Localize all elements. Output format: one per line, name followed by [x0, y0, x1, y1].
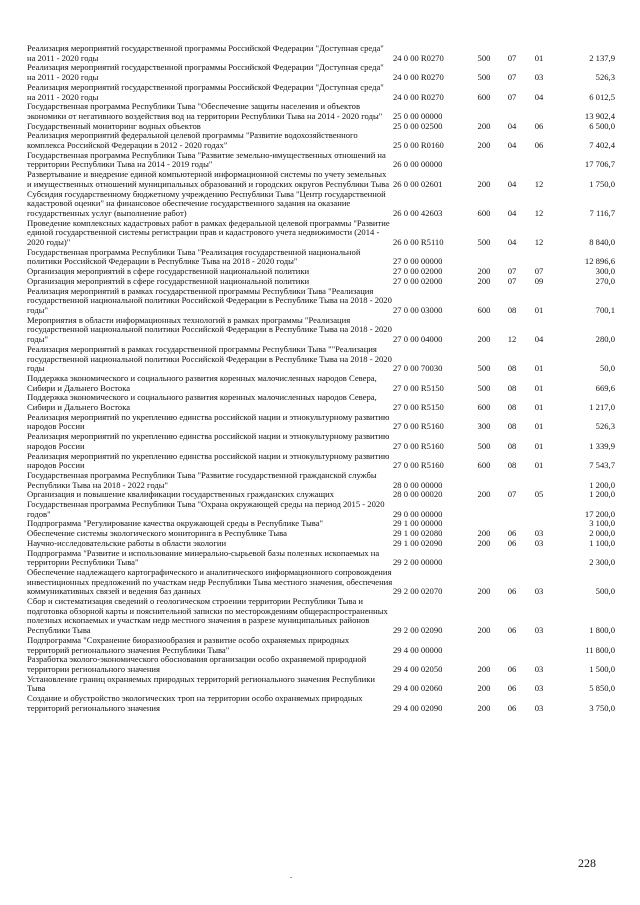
row-amount-cell: 50,0 — [599, 363, 615, 374]
row-expense-type-cell — [469, 151, 499, 170]
row-name-cell: Научно-исследовательские работы в области экологии — [27, 537, 227, 548]
row-expense-type-cell — [469, 549, 499, 568]
row-subsection-cell: 03 — [534, 528, 544, 539]
table-row — [27, 694, 615, 713]
row-name-cell: Реализация мероприятий государственной программы Российской Федерации "Доступная среда" на 2011 - 2020 годы — [27, 81, 384, 102]
row-subsection-cell: 01 — [534, 304, 544, 315]
row-subsection-cell: 01 — [534, 421, 544, 432]
row-expense-type-cell: 500 — [477, 382, 491, 393]
row-amount-cell: 500,0 — [595, 586, 615, 597]
row-amount-cell: 7 543,7 — [589, 460, 615, 471]
row-section-cell: 06 — [507, 702, 517, 713]
row-name-cell: Создание и обустройство экологических троп на территории особо охраняемых природных территорий регионального значения — [27, 693, 363, 713]
table-row — [27, 131, 615, 150]
row-section-cell: 07 — [507, 72, 517, 83]
row-expense-type-cell: 200 — [477, 140, 491, 151]
row-name-cell: Реализация мероприятий в рамках государственной программы Республики Тыва ""Реализация государственной национальной политики Российской Федерации в Республике Тыва на 2018 - 2020 годы — [27, 343, 392, 374]
row-section-cell: 08 — [507, 363, 517, 374]
row-section-cell: 04 — [507, 140, 517, 151]
row-expense-type-cell: 200 — [477, 683, 491, 694]
row-amount-cell: 700,1 — [595, 304, 615, 315]
row-section-cell — [499, 248, 525, 267]
row-expense-type-cell: 600 — [477, 304, 491, 315]
row-code-cell: 29 0 00 00000 — [393, 508, 443, 519]
table-row — [27, 597, 615, 636]
row-code-cell: 25 0 00 02500 — [393, 120, 443, 131]
row-subsection-cell: 12 — [534, 207, 544, 218]
row-name-cell: Проведение комплексных кадастровых работ в рамках федеральной целевой программы "Развитие единой государственной системы регистрации прав и кадастрового учета недвижимости (2014 - 2020 годы)" — [27, 217, 390, 248]
row-section-cell: 04 — [507, 120, 517, 131]
scan-speck — [290, 877, 292, 878]
row-code-cell: 24 0 00 R0270 — [393, 91, 444, 102]
row-expense-type-cell: 200 — [477, 266, 491, 277]
row-subsection-cell: 03 — [534, 702, 544, 713]
row-amount-cell: 526,3 — [595, 72, 615, 83]
row-code-cell: 26 0 00 00000 — [393, 159, 443, 170]
row-name-cell: Реализация мероприятий федеральной целевой программы "Развитие водохозяйственного комплекса Российской Федерации в 2012 - 2020 годах" — [27, 130, 358, 151]
row-code-cell: 27 0 00 R5150 — [393, 382, 444, 393]
page-number: 228 — [578, 856, 596, 870]
row-section-cell — [499, 500, 525, 519]
row-name-cell: Реализация мероприятий в рамках государственной программы Республики Тыва "Реализация государственной национальной политики Российской Федерации в Республике Тыва на 2018 - 2020 годы" — [27, 285, 392, 315]
table-row — [27, 675, 615, 694]
row-subsection-cell: 03 — [534, 683, 544, 694]
row-name-cell: Государственная программа Республики Тыва "Реализация государственной национальной политики Российской Федерации в Республике Тыва на 2018 - 2020 годы" — [27, 246, 361, 267]
row-subsection-cell: 12 — [534, 178, 544, 189]
row-section-cell: 08 — [507, 382, 517, 393]
row-name-cell: Обеспечение системы экологического мониторинга в Республике Тыва — [27, 528, 287, 539]
row-expense-type-cell: 500 — [477, 72, 491, 83]
row-subsection-cell — [525, 248, 553, 267]
table-row — [27, 151, 615, 170]
row-name-cell: Подпрограмма "Развитие и использование минерально-сырьевой базы полезных ископаемых на территории Республики Тыва" — [27, 547, 380, 568]
row-code-cell: 26 0 00 42603 — [393, 207, 443, 218]
table-row — [27, 549, 615, 568]
table-row — [27, 83, 615, 102]
row-amount-cell: 12 896,6 — [584, 256, 615, 267]
table-row — [27, 63, 615, 82]
row-section-cell: 07 — [507, 489, 517, 500]
row-subsection-cell: 09 — [534, 275, 544, 286]
row-name-cell: Сбор и систематизация сведений о геологическом строении территории Республики Тыва и подготовка обзорной карты и пояснительной записки по месторождениям общераспространенных полезных ископаемых и участкам недр местного значения в разрезе муниципальных районов Республики Тыва — [27, 596, 388, 636]
row-section-cell — [499, 471, 525, 490]
row-code-cell: 27 0 00 02000 — [393, 275, 443, 286]
row-section-cell: 06 — [507, 683, 517, 694]
row-expense-type-cell: 200 — [477, 528, 491, 539]
row-code-cell: 29 2 00 02070 — [393, 586, 443, 597]
row-expense-type-cell: 200 — [477, 537, 491, 548]
row-code-cell: 27 0 00 00000 — [393, 256, 443, 267]
row-section-cell: 04 — [507, 237, 517, 248]
row-amount-cell: 2 000,0 — [589, 528, 615, 539]
row-name-cell: Подпрограмма "Регулирование качества окружающей среды в Республике Тыва" — [27, 518, 324, 529]
row-name-cell: Реализация мероприятий по укреплению единства российской нации и этнокультурному развитию народов России — [27, 411, 390, 432]
row-subsection-cell: 07 — [534, 266, 544, 277]
row-subsection-cell — [525, 471, 553, 490]
row-subsection-cell — [525, 549, 553, 568]
row-section-cell: 07 — [507, 52, 517, 63]
row-code-cell: 29 4 00 00000 — [393, 644, 443, 655]
row-amount-cell: 3 100,0 — [589, 518, 615, 529]
row-code-cell: 27 0 00 R5160 — [393, 460, 444, 471]
table-row — [27, 452, 615, 471]
row-code-cell: 26 0 00 R5110 — [393, 237, 444, 248]
row-subsection-cell — [525, 102, 553, 121]
row-subsection-cell: 03 — [534, 625, 544, 636]
row-name-cell: Реализация мероприятий по укреплению единства российской нации и этнокультурному развитию народов России — [27, 450, 390, 471]
row-section-cell: 07 — [507, 91, 517, 102]
row-amount-cell: 13 902,4 — [584, 110, 615, 121]
row-amount-cell: 2 137,9 — [589, 52, 615, 63]
row-expense-type-cell: 600 — [477, 402, 491, 413]
row-name-cell: Государственный мониторинг водных объектов — [27, 120, 201, 131]
row-name-cell: Мероприятия в области информационных технологий в рамках программы "Реализация государственной национальной политики Российской Федерации в Республике Тыва на 2018 - 2020 годы" — [27, 314, 392, 345]
budget-table — [27, 44, 615, 714]
row-name-cell: Развертывание и внедрение единой компьютерной информационной системы по учету земельных и имущественных отношений муниципальных образований и городских округов Республики Тыва — [27, 169, 390, 189]
row-amount-cell: 6 012,5 — [589, 91, 615, 102]
row-name-cell: Установление границ охраняемых природных территорий регионального значения Республики Тыва — [27, 673, 376, 694]
row-amount-cell: 17 200,0 — [584, 508, 615, 519]
row-expense-type-cell: 200 — [477, 334, 491, 345]
row-subsection-cell: 01 — [534, 382, 544, 393]
row-section-cell: 06 — [507, 664, 517, 674]
row-amount-cell: 1 200,0 — [589, 479, 615, 490]
table-row — [27, 219, 615, 248]
row-amount-cell: 2 300,0 — [589, 557, 615, 568]
row-section-cell: 08 — [507, 440, 517, 451]
row-name-cell: Организация и повышение квалификации государственных гражданских служащих — [27, 489, 334, 500]
table-row — [27, 316, 615, 345]
row-code-cell: 24 0 00 R0270 — [393, 52, 444, 63]
table-row — [27, 102, 615, 121]
row-code-cell: 26 0 00 02601 — [393, 178, 443, 189]
row-amount-cell: 7 402,4 — [589, 140, 615, 151]
row-amount-cell: 669,6 — [595, 382, 615, 393]
row-expense-type-cell: 200 — [477, 275, 491, 286]
row-expense-type-cell — [469, 102, 499, 121]
row-name-cell: Государственная программа Республики Тыва "Развитие государственной гражданской службы Республики Тыва на 2018 - 2022 годы" — [27, 469, 377, 490]
row-expense-type-cell: 200 — [477, 702, 491, 713]
row-section-cell: 07 — [507, 275, 517, 286]
row-section-cell: 12 — [507, 334, 517, 345]
row-name-cell: Поддержка экономического и социального развития коренных малочисленных народов Севера, Сибири и Дальнего Востока — [27, 372, 377, 393]
row-code-cell: 25 0 00 00000 — [393, 110, 443, 121]
row-expense-type-cell: 500 — [477, 440, 491, 451]
row-name-cell: Организация мероприятий в сфере государственной национальной политики — [27, 275, 310, 286]
row-amount-cell: 1 800,0 — [589, 625, 615, 636]
row-subsection-cell — [525, 500, 553, 519]
row-section-cell: 04 — [507, 178, 517, 189]
row-expense-type-cell: 200 — [477, 178, 491, 189]
row-code-cell: 29 4 00 02060 — [393, 683, 443, 694]
row-code-cell: 27 0 00 R5160 — [393, 421, 444, 432]
row-name-cell: Поддержка экономического и социального развития коренных малочисленных народов Севера, Сибири и Дальнего Востока — [27, 392, 377, 413]
row-subsection-cell: 06 — [534, 120, 544, 131]
row-amount-cell: 300,0 — [595, 266, 615, 277]
row-code-cell: 28 0 00 00020 — [393, 489, 443, 500]
row-expense-type-cell — [469, 471, 499, 490]
row-section-cell — [499, 549, 525, 568]
row-amount-cell: 270,0 — [595, 275, 615, 286]
row-subsection-cell: 03 — [534, 586, 544, 597]
row-subsection-cell: 03 — [534, 72, 544, 83]
row-name-cell: Разработка эколого-экономического обоснования организации особо охраняемой природной территории регионального значения — [27, 654, 367, 674]
row-code-cell: 28 0 00 00000 — [393, 479, 443, 490]
row-name-cell: Государственная программа Республики Тыва "Обеспечение защиты населения и объектов экономики от негативного воздействия вод на территории Республики Тыва на 2014 - 2020 годы" — [27, 101, 383, 121]
row-subsection-cell: 03 — [534, 664, 544, 674]
row-expense-type-cell: 200 — [477, 586, 491, 597]
table-row — [27, 636, 615, 655]
row-expense-type-cell: 500 — [477, 363, 491, 374]
table-row — [27, 170, 615, 189]
row-code-cell: 29 1 00 00000 — [393, 518, 443, 529]
row-subsection-cell: 01 — [534, 440, 544, 451]
table-row — [27, 568, 615, 597]
row-section-cell: 08 — [507, 402, 517, 413]
row-amount-cell: 1 100,0 — [589, 537, 615, 548]
row-expense-type-cell — [469, 500, 499, 519]
row-code-cell: 29 1 00 02090 — [393, 537, 443, 548]
row-subsection-cell: 03 — [534, 537, 544, 548]
row-section-cell — [499, 151, 525, 170]
row-name-cell: Реализация мероприятий государственной программы Российской Федерации "Доступная среда" на 2011 - 2020 годы — [27, 43, 384, 63]
row-amount-cell: 1 217,0 — [589, 402, 615, 413]
row-subsection-cell: 06 — [534, 140, 544, 151]
table-row — [27, 471, 615, 490]
table-row — [27, 432, 615, 451]
row-subsection-cell: 01 — [534, 402, 544, 413]
row-expense-type-cell — [469, 636, 499, 655]
row-name-cell: Государственная программа Республики Тыва "Охрана окружающей среды на период 2015 - 2020 годов" — [27, 499, 385, 519]
table-row — [27, 374, 615, 393]
table-row — [27, 190, 615, 219]
row-expense-type-cell: 600 — [477, 91, 491, 102]
row-subsection-cell: 05 — [534, 489, 544, 500]
row-expense-type-cell: 200 — [477, 664, 491, 674]
row-amount-cell: 5 850,0 — [589, 683, 615, 694]
row-section-cell: 04 — [507, 207, 517, 218]
table-row — [27, 287, 615, 316]
row-expense-type-cell — [469, 248, 499, 267]
table-row — [27, 655, 615, 674]
row-expense-type-cell: 500 — [477, 52, 491, 63]
row-amount-cell: 11 800,0 — [585, 644, 615, 655]
row-code-cell: 24 0 00 R0270 — [393, 72, 444, 83]
row-code-cell: 29 2 00 00000 — [393, 557, 443, 568]
row-expense-type-cell: 500 — [477, 237, 491, 248]
row-code-cell: 25 0 00 R0160 — [393, 140, 444, 151]
row-code-cell: 27 0 00 04000 — [393, 334, 443, 345]
row-amount-cell: 17 706,7 — [584, 159, 615, 170]
row-expense-type-cell: 200 — [477, 489, 491, 500]
row-subsection-cell: 01 — [534, 363, 544, 374]
table-row — [27, 345, 615, 374]
row-code-cell: 29 4 00 02090 — [393, 702, 443, 713]
row-name-cell: Подпрограмма "Сохранение биоразнообразия и развитие особо охраняемых природных территорий регионального значения Республики Тыва" — [27, 634, 350, 655]
row-expense-type-cell: 300 — [477, 421, 491, 432]
row-subsection-cell: 04 — [534, 91, 544, 102]
row-section-cell — [499, 102, 525, 121]
table-row — [27, 44, 615, 63]
row-name-cell: Реализация мероприятий государственной программы Российской Федерации "Доступная среда" на 2011 - 2020 годы — [27, 62, 384, 83]
row-section-cell — [499, 636, 525, 655]
row-subsection-cell: 04 — [534, 334, 544, 345]
row-subsection-cell: 01 — [534, 460, 544, 471]
row-amount-cell: 3 750,0 — [589, 702, 615, 713]
budget-table-body — [27, 44, 615, 714]
row-code-cell: 27 0 00 02000 — [393, 266, 443, 277]
row-amount-cell: 1 500,0 — [589, 664, 615, 674]
table-row — [27, 248, 615, 267]
row-subsection-cell — [525, 636, 553, 655]
row-amount-cell: 8 840,0 — [589, 237, 615, 248]
row-section-cell: 06 — [507, 586, 517, 597]
row-section-cell: 06 — [507, 537, 517, 548]
row-code-cell: 27 0 00 R5150 — [393, 402, 444, 413]
row-expense-type-cell: 600 — [477, 460, 491, 471]
row-amount-cell: 1 339,9 — [589, 440, 615, 451]
row-section-cell: 06 — [507, 625, 517, 636]
row-amount-cell: 7 116,7 — [589, 207, 615, 218]
row-section-cell: 07 — [507, 266, 517, 277]
table-row — [27, 393, 615, 412]
row-code-cell: 27 0 00 R5160 — [393, 440, 444, 451]
table-row — [27, 413, 615, 432]
row-subsection-cell: 01 — [534, 52, 544, 63]
row-name-cell: Организация мероприятий в сфере государственной национальной политики — [27, 266, 310, 277]
row-amount-cell: 280,0 — [595, 334, 615, 345]
row-expense-type-cell: 200 — [477, 625, 491, 636]
row-subsection-cell — [525, 151, 553, 170]
row-section-cell: 08 — [507, 460, 517, 471]
row-name-cell: Реализация мероприятий по укреплению единства российской нации и этнокультурному развитию народов России — [27, 431, 390, 451]
row-section-cell: 08 — [507, 421, 517, 432]
row-amount-cell: 526,3 — [595, 421, 615, 432]
row-code-cell: 27 0 00 03000 — [393, 304, 443, 315]
row-expense-type-cell: 600 — [477, 207, 491, 218]
row-amount-cell: 1 750,0 — [589, 178, 615, 189]
row-code-cell: 29 2 00 02090 — [393, 625, 443, 636]
row-amount-cell: 1 200,0 — [589, 489, 615, 500]
row-subsection-cell: 12 — [534, 237, 544, 248]
row-amount-cell: 6 500,0 — [589, 120, 615, 131]
row-name-cell: Обеспечение надлежащего картографического и аналитического информационного сопровождения инвестиционных предложений по участкам недр Республики Тыва местного значения, обеспечения коммуникативных связей и ведения баз данных — [27, 566, 393, 597]
table-row — [27, 500, 615, 519]
row-code-cell: 27 0 00 70030 — [393, 363, 443, 374]
row-name-cell: Государственная программа Республики Тыва "Развитие земельно-имущественных отношений на территории Республики Тыва на 2014 - 2019 годы" — [27, 149, 386, 170]
row-expense-type-cell: 200 — [477, 120, 491, 131]
row-code-cell: 29 1 00 02080 — [393, 528, 443, 539]
row-name-cell: Субсидия государственному бюджетному учреждению Республики Тыва "Центр государственной кадастровой оценки" на финансовое обеспечение государственного задания на оказание государственных услуг (выполнение работ) — [27, 188, 386, 218]
row-section-cell: 06 — [507, 528, 517, 539]
row-code-cell: 29 4 00 02050 — [393, 664, 443, 674]
row-section-cell: 08 — [507, 304, 517, 315]
